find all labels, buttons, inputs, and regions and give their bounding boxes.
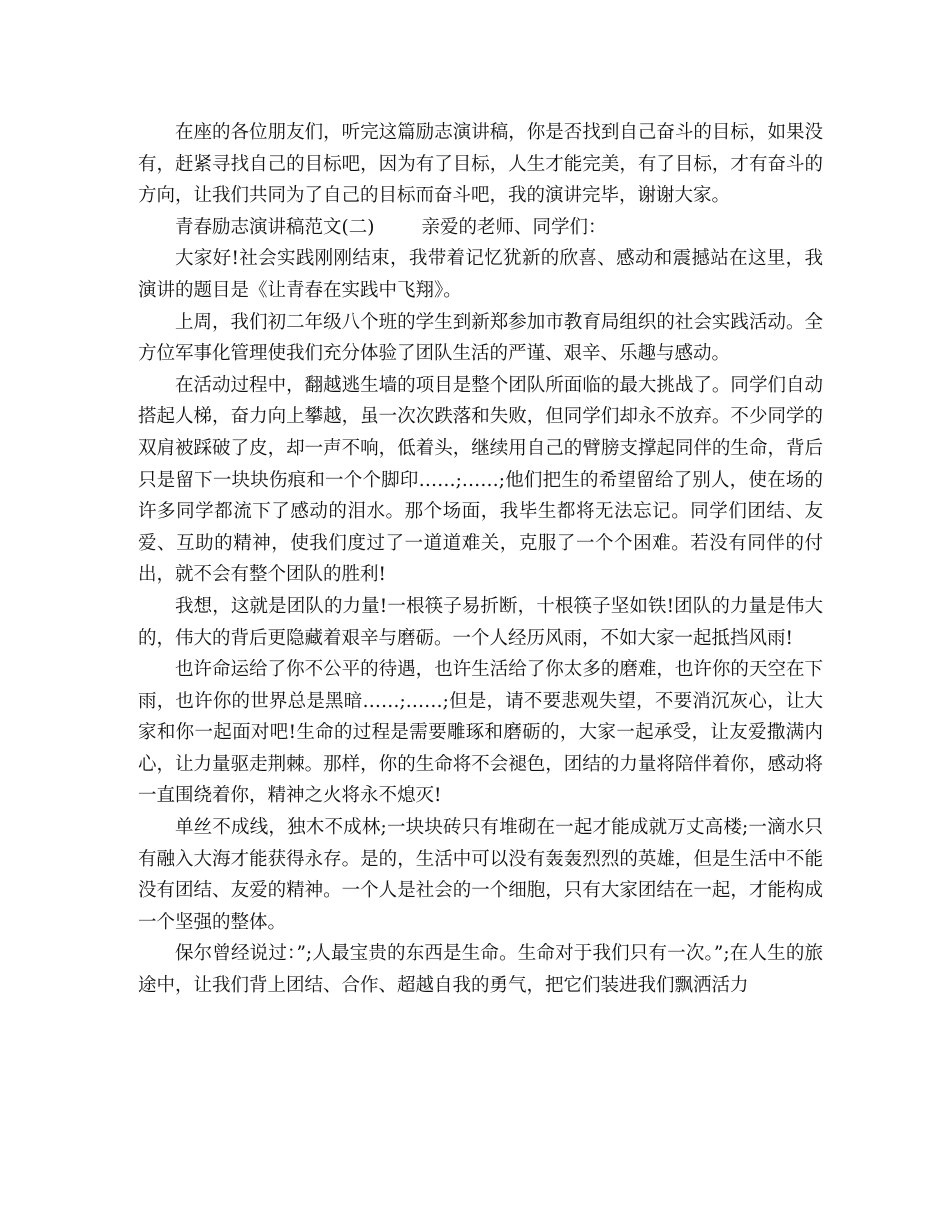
paragraph-closing-remarks: 在座的各位朋友们，听完这篇励志演讲稿，你是否找到自己奋斗的目标，如果没有，赶紧寻找自己的目标吧，因为有了目标，人生才能完美，有了目标，才有奋斗的方向，让我们共同为了自己的目标而奋斗吧，我的演讲完毕，谢谢大家。 — [138, 122, 823, 207]
paragraph-team-power: 我想，这就是团队的力量!一根筷子易折断，十根筷子坚如铁!团队的力量是伟大的，伟大的背后更隐藏着艰辛与磨砺。一个人经历风雨，不如大家一起抵挡风雨! — [138, 595, 823, 649]
paragraph-activity: 在活动过程中，翻越逃生墙的项目是整个团队所面临的最大挑战了。同学们自动搭起人梯，奋力向上攀越，虽一次次跌落和失败，但同学们却永不放弃。不少同学的双肩被踩破了皮，却一声不响，低着头，继续用自己的臂膀支撑起同伴的生命，背后只是留下一块块伤痕和一个个脚印……;……;他们把生的希望留给了别人，使在场的许多同学都流下了感动的泪水。那个场面，我毕生都将无法忘记。同学们团结、友爱、互助的精神，使我们度过了一道道难关，克服了一个个困难。若没有同伴的付出，就不会有整个团队的胜利! — [138, 374, 823, 586]
paragraph-quote: 保尔曾经说过：”;人最宝贵的东西是生命。生命对于我们只有一次。”;在人生的旅途中，让我们背上团结、合作、超越自我的勇气，把它们装进我们飘洒活力 — [138, 943, 823, 997]
paragraph-last-week: 上周，我们初二年级八个班的学生到新郑参加市教育局组织的社会实践活动。全方位军事化管理使我们充分体验了团队生活的严谨、艰辛、乐趣与感动。 — [138, 311, 823, 365]
salutation: 亲爱的老师、同学们： — [421, 216, 607, 238]
paragraph-unity: 单丝不成线，独木不成林;一块块砖只有堆砌在一起才能成就万丈高楼;一滴水只有融入大海才能获得永存。是的，生活中可以没有轰轰烈烈的英雄，但是生活中不能没有团结、友爱的精神。一个人是社会的一个细胞，只有大家团结在一起，才能构成一个坚强的整体。 — [138, 817, 823, 933]
paragraph-fate: 也许命运给了你不公平的待遇，也许生活给了你太多的磨难，也许你的天空在下雨，也许你的世界总是黑暗……;……;但是，请不要悲观失望，不要消沉灰心，让大家和你一起面对吧!生命的过程是需要雕琢和磨砺的，大家一起承受，让友爱撒满内心，让力量驱走荆棘。那样，你的生命将不会褪色，团结的力量将陪伴着你，感动将一直围绕着你，精神之火将永不熄灭! — [138, 659, 823, 807]
paragraph-opening: 大家好!社会实践刚刚结束，我带着记忆犹新的欣喜、感动和震撼站在这里，我演讲的题目是《让青春在实践中飞翔》。 — [138, 248, 823, 301]
section-title: 青春励志演讲稿范文(二) — [175, 216, 375, 238]
section-heading-line — [138, 212, 823, 244]
document-page — [138, 117, 823, 1002]
